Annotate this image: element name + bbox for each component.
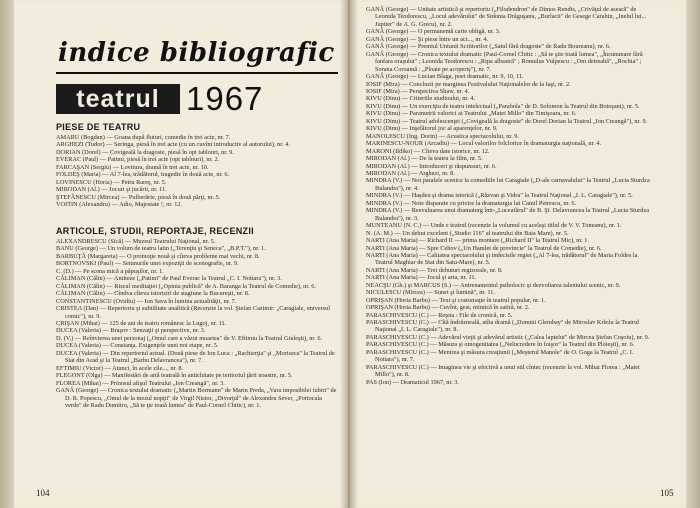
bibliography-entry: BANU (George) — Un volum de teatru latin („Terenţiu şi Seneca", „B.P.T."), nr. 1. — [56, 245, 266, 253]
bibliography-entry: OPRIŞAN (Horia Barbu) — Text şi costumaţie în teatrul popular, nr. 1. — [366, 296, 546, 304]
bibliography-entry: OPRIŞAN (Horia Barbu) — Cuvînt, gest, mimică în satiră, nr. 2. — [366, 304, 530, 312]
bibliography-entry: ALEXANDRESCU (Sică) — Muzeul Teatrului Naţional, nr. 5. — [56, 238, 216, 245]
bibliography-entry: NARTI (Ana Maria) — Spre Cehov („Un Hamlet de provincie" la Teatrul de Comedie), nr. 6. — [366, 244, 602, 252]
bibliography-entry: GANĂ (George) — Unitate artistică şi repertoriu („Filodendron" de Dimos Rendis, „Crivăţul de aseară" de Leonida Teodorescu, „Locul adevărului" de Sidonia Drăguşanu, „Burlacii" de Gesege Carabin, „Inelul lui... Jupiter" de A. G. Grecu), nr. 2. — [366, 6, 647, 28]
bibliography-entry: PARASCHIVESCU (C.) — Măsura şi omogenitatea („Nelucredere în foişor" la Teatrul din Ploieşti), nr. 6. — [366, 341, 635, 349]
bibliography-entry: MIRODAN (Al.) — Introduceri şi răspunsuri, nr. 6. — [366, 162, 497, 170]
bibliography-entry: EVERAC (Paul) — Patimi, piesă în trei acte (opt tablouri), nr. 2. — [56, 156, 220, 164]
bibliography-entry: CĂLIMAN (Călin) — Cîndva cîteva istorisiri de stagiune la Bucureşti, nr. 8. — [56, 290, 250, 298]
plays-entry-list — [56, 134, 338, 209]
bibliography-entry: EFTIMIU (Victor) — Atunci, în acele zile..., nr. 8. — [56, 364, 184, 372]
bibliography-entry: CONSTANTINESCU (Ovidiu) — Ion Sava în lumina actualităţii, nr. 7. — [56, 297, 237, 305]
bibliography-entry: FLOREA (Mihai) — Prinosul afişul Teatrului „Ion Creangă", nr. 3. — [56, 379, 225, 387]
bibliography-entry: PAS (Ion) — Dramaticul 1967, nr. 3. — [366, 378, 459, 386]
bibliography-entry: DUCEA (Valeria) — Din repertoriul actual. (Două piese de Ion Luca : „Rachierţia" şi „Moriseca" la Teatrul de Stat din Arad şi la Teatrul „Barbu Delavrancea"), nr. 7. — [56, 349, 335, 365]
bibliography-entry: MIRODAN (Al.) — Jocuri şi jucării, nr. 11. — [56, 186, 167, 194]
bibliography-entry: MINDRA (V.) — Noi paralele scenice la comediile lui Caragiale („D-ale carnavalului" la Teatrul „Lucia Sturdza Bulandra"), nr. 4. — [366, 177, 650, 192]
right-entry-list — [366, 6, 656, 386]
bibliography-entry: BARBUŢĂ (Margareta) — O promoţie nouă şi cîteva probleme mai vechi, nr. 8. — [56, 252, 260, 260]
section-heading-articles: ARTICOLE, STUDII, REPORTAJE, RECENZII — [56, 226, 254, 236]
bibliography-entry: CRIŞAN (Mihai) — 125 de ani de teatru românesc la Lugoj, nr. 11. — [56, 319, 227, 327]
bibliography-entry: GANĂ (George) — O permanentă carte obligă, nr. 3. — [366, 28, 501, 36]
bibliography-entry: IOSIF (Mira) — Perspectiva Shaw, nr. 4. — [366, 87, 470, 95]
bibliography-entry: NARTI (Ana Maria) — Trei debuturi regizorale, nr. 8. — [366, 266, 503, 274]
page-number-right: 105 — [660, 488, 674, 498]
theatre-title-box: teatrul — [56, 84, 180, 114]
bibliography-entry: MIRODAN (Al.) — Arghezi, nr. 8. — [366, 169, 455, 177]
bibliography-entry: DUCEA (Valeria) — Braşov : Senzaţii şi perspective, nr. 3. — [56, 327, 206, 335]
bibliography-entry: PARASCHIVESCU (C.) — Adevărul vieţii şi adevărul artistic („Calea laptelui" de Mircea Ştefan Coşoiu), nr. 9. — [366, 333, 650, 341]
bibliography-entry: NARTI (Ana Maria) — Jocul şi arta, nr. 11. — [366, 274, 477, 282]
bibliography-entry: ARGHEZI (Tudor) — Seringa, piesă în trei acte (cu un cuvînt introductiv al autorului), nr. 4. — [56, 141, 290, 149]
page-number-left: 104 — [36, 488, 50, 498]
bibliography-entry: MANOLESCU (Ing. Dorin) — Acustica spectacolului, nr. 9. — [366, 132, 520, 140]
bibliography-entry: PARASCHIVESCU (C.) — Cîtă îndrăzneală, atîta dramă („Domnii Glembay" de Miroslav Krleža la Teatrul Naţional „I. L. Caragiale"), nr. 8. — [366, 319, 640, 334]
bibliography-entry: BORTNOVSKI (Paul) — Semnurile unei expoziţii de scenografie, nr. 9. — [56, 260, 239, 268]
bibliography-entry: GANĂ (George) — Şi piese între un act..., nr. 4. — [366, 35, 489, 43]
title-rule — [56, 72, 338, 74]
bibliography-entry: GANĂ (George) — Cronica textului dramatic (Paul-Cornel Chitic : „Să te ştie toată lumea", „Încununare fără fanfara oraşului" ; Leonida Teodorescu : „Ripa albastră" ; Romulus Vulpescu : „Om detreabă", „Rochia" ; Sorana Coroamă : „Ploaie pe acoperiş"), nr. 7. — [366, 50, 643, 73]
bibliography-entry: NARTI (Ana Maria) — Calitatea spectacolului şi indecisile regiei („Al 7-lea, trădătorul" de Maria Foldes la Teatrul Maghiar de Stat din Satu-Mare), nr. 5. — [366, 251, 638, 267]
bibliography-entry: C. (D.) — Pe scena mică a păpuşilor, nr. 1. — [56, 267, 164, 275]
bibliography-entry: MINDRA (V.) — Reevaluarea unui dramaturg într-„Luceafărul" de B. Şt. Delavrancea la Teatrul „Lucia Sturdza Bulandra"), nr. 3. — [366, 207, 649, 222]
bibliography-entry: CĂLIMAN (Călin) — Riscul meditaţiei („Opinia publică" de A. Baranga la Teatrul de Comedie), nr. 6. — [56, 282, 316, 290]
bibliography-entry: MARINESCU-NOUR (Arcadiu) — Locul valorilor folclorice în dramaturgia naţională, nr. 4. — [366, 140, 602, 148]
bibliography-entry: PARASCHIVESCU (C.) — Imaginea vie şi efectivă a unui stil cîntec (recenzie la vol. Mihai Florea : „Matei Millo"), nr. 8. — [366, 363, 640, 379]
bibliography-entry: PARASCHIVESCU (C.) — Menirea şi măsura creaţiunii („Meşterul Manole" de O. Goga la Teatrul „C. I. Nottara"), nr. 7. — [366, 348, 634, 364]
bibliography-entry: NICULESCU (Mircea) — Sunet şi lumină", nr. 11. — [366, 289, 495, 297]
section-heading-plays: PIESE DE TEATRU — [56, 122, 141, 132]
articles-entry-list — [56, 238, 338, 409]
bibliography-entry: FOLDEŞ (Maria) — Al 7-lea, trădătorul, tragedie în două acte, nr. 6. — [56, 171, 230, 179]
bibliography-entry: CĂLIMAN (Călin) — Antiteze („Patimi" de Paul Everac la Teatrul „C. I. Nottara"), nr. 3. — [56, 275, 282, 283]
bibliography-entry: NEACŞU (Gh.) şi MARCUS (S.) — Antrenamentul psiholocic şi dezvoltarea talentului scenic, nr. 9. — [366, 281, 621, 289]
bibliography-entry: DUCEA (Valeria) — Constanţa. Exigenţele unei noi etape, nr. 5. — [56, 342, 219, 350]
year-title: 1967 — [186, 80, 264, 117]
bibliography-entry: N. (A. M.) — Un debut excelent („Studio 116" al teatrului din Baia Mare), nr. 5. — [366, 229, 569, 237]
bibliography-entry: CRISTEA (Dan) — Repertoriu şi subtilitate analitică (Recenzie la vol. Ştefan Cazimir: „Caragiale, universul comic"), nr. 9. — [56, 305, 331, 320]
bibliography-entry: MINDRA (V.) — Haşdeu şi drama istorică („Răzvan şi Vidra" la Teatrul Naţional „I. L. Caragiale"), nr. 5. — [366, 192, 633, 200]
bibliography-entry: MIRODAN (Al.) — De la teatru la film, nr. 5. — [366, 155, 483, 163]
bibliography-entry: KIVU (Dinu) — Inşelătorul joc al aparenţelor, nr. 9. — [366, 125, 498, 133]
bibliography-entry: GANĂ (George) — Cronica textului dramatic („Martin Bormann" de Marin Preda, „Vara imposibilei iubiri" de D. R. Popescu, „Omul de la mezul nopţii" de Virgil Nistor, „Divorţul" de Alexandru Sever, „Portocala verde" de Radu Dumitru, „Să te ţie toată lumea" de Paul-Cornel Chitic), nr. 1. — [56, 387, 337, 409]
bibliography-entry: NARTI (Ana Maria) — Richard II — prima montare („Richard II" la Teatrul Mic), nr. 1. — [366, 237, 590, 245]
bibliography-entry: AMARU (Bogdan) — Goana după fluturi, comedie în trei acte, nr. 7. — [56, 134, 231, 141]
bibliography-entry: MARONI (Ildiko) — Cîteva date istorice, nr. 12. — [366, 147, 490, 155]
bibliography-entry: KIVU (Dinu) — Parametrii valorici ai Teatrului „Matei Millo" din Timişoara, nr. 6. — [366, 110, 577, 118]
bibliography-entry: GANĂ (George) — Premiul Uniunii Scriitorilor („Satul fără dragoste" de Radu Boureanu), nr. 6. — [366, 43, 611, 51]
bibliography-entry: DORIAN (Dorel) — Covigeală la dragoste, piesă în opt tablouri, nr. 9. — [56, 148, 234, 156]
book-gutter — [340, 0, 358, 508]
bibliography-entry: FLEGONT (Olga) — Manifestări de artă teatrală în antichitate pe teritoriul ţării noastre, nr. 5. — [56, 372, 293, 380]
bibliography-entry: GANĂ (George) — Lucian Blaga, poet dramatic, nr. 9, 10, 11. — [366, 73, 524, 81]
bibliography-entry: KIVU (Dinu) — Criteriile studioului, nr. 4. — [366, 95, 475, 103]
bibliography-entry: VOITIN (Alexandru) — Adio, Majestate !, nr. 12. — [56, 201, 183, 209]
bibliography-entry: KIVU (Dinu) — Teatrul adolescenţei („Covigeală la dragoste" de Dorel Dorian la Teatrul „Ion Creangă"), nr. 9. — [366, 117, 648, 125]
index-title-script: indice bibliografic — [58, 38, 335, 68]
bibliography-entry: ŞTEFĂNESCU (Mircea) — Pulberărie, piesă în două părţi, nr. 5. — [56, 193, 221, 201]
page-edge-right — [686, 0, 700, 508]
bibliography-entry: LOVINESCU (Horia) — Petru Rareş, nr. 5. — [56, 178, 167, 186]
bibliography-entry: KIVU (Dinu) — Un exerciţiu de teatru intelectual („Parabola" de D. Solomon la Teatrul din Botoşani), nr. 5. — [366, 102, 640, 110]
bibliography-entry: D. (V.) — Reînvierea unei personaj („Omul care a văzut moartea" de V. Eftimiu la Teatrul Giuleşti), nr. 6. — [56, 334, 323, 342]
bibliography-entry: MINDRA (V.) — Note disparate cu privire la dramaturgia lui Camil Petrescu, nr. 6. — [366, 199, 577, 207]
bibliography-entry: PARASCHIVESCU (C.) — Reţeta : File de cronică, nr. 5. — [366, 311, 513, 319]
bibliography-entry: FARCAŞAN (Sergiu) — Lovitura, dramă în trei acte, nr. 10. — [56, 163, 209, 171]
page-edge-left — [0, 0, 14, 508]
bibliography-entry: MUNTEANU (N. C.) — Unde e teatrul (recenzie la volumul cu acelaşi titlul de V. V. Toneanu), nr. 1. — [366, 222, 622, 230]
bibliography-entry: IOSIF (Mira) — Concluzii pe marginea Festivalului Naţionalelor de la Iaşi, nr. 2. — [366, 80, 571, 88]
